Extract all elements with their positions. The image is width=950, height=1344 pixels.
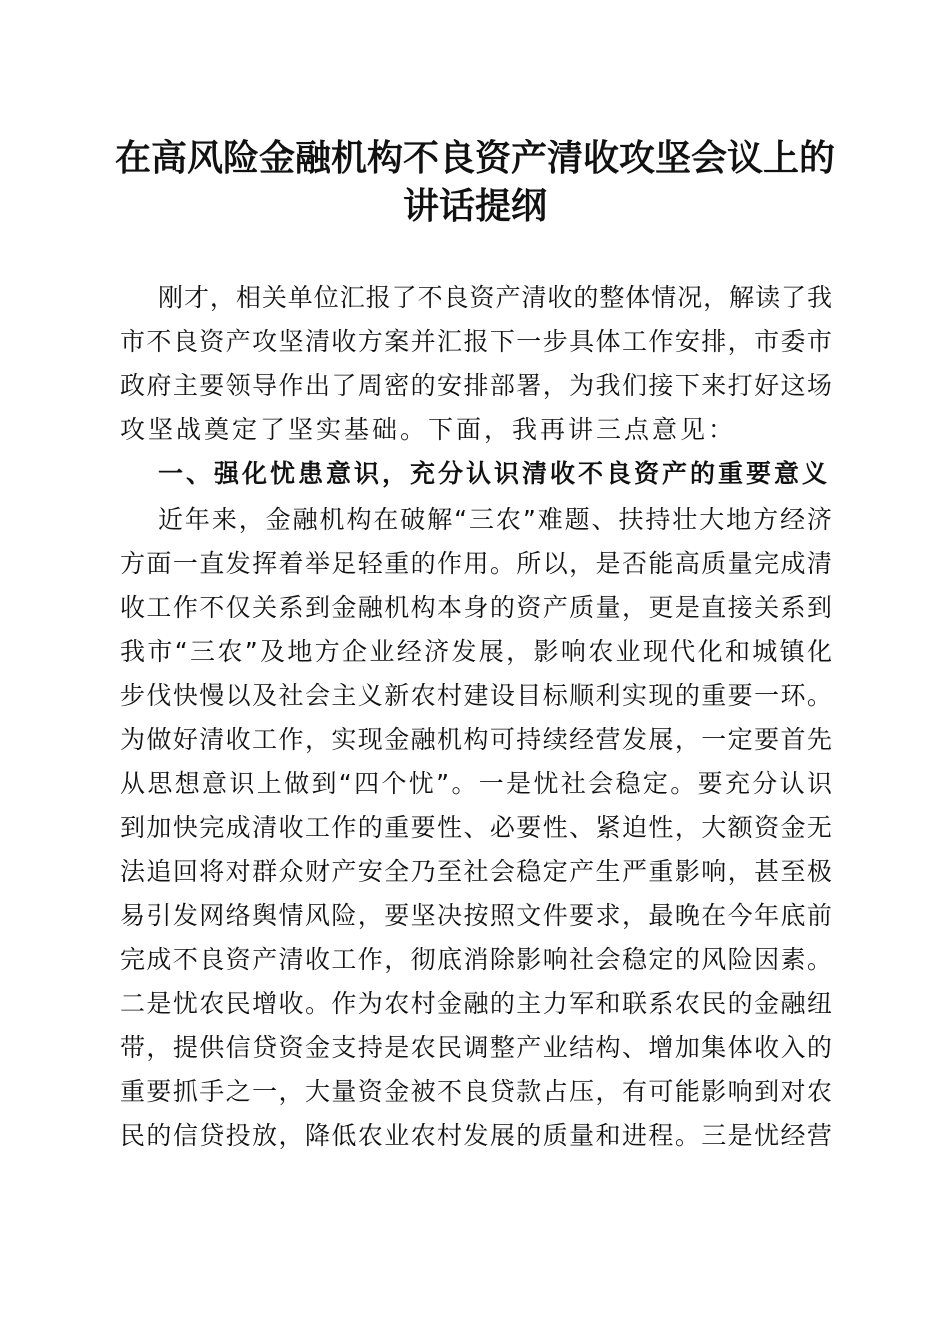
paragraph-line: 刚才，相关单位汇报了不良资产清收的整体情况，解读了我 — [158, 283, 833, 312]
paragraph-line: 带，提供信贷资金支持是农民调整产业结构、增加集体收入的 — [120, 1033, 834, 1062]
paragraph-line: 从思想意识上做到“四个忧”。一是忧社会稳定。要充分认识 — [120, 769, 835, 798]
paragraph-line: 方面一直发挥着举足轻重的作用。所以，是否能高质量完成清 — [120, 549, 834, 578]
paragraph-line: 步伐快慢以及社会主义新农村建设目标顺利实现的重要一环。 — [120, 681, 834, 710]
paragraph-line: 法追回将对群众财产安全乃至社会稳定产生严重影响，甚至极 — [120, 857, 834, 886]
paragraph-line: 攻坚战奠定了坚实基础。下面，我再讲三点意见： — [120, 415, 737, 444]
paragraph-line: 民的信贷投放，降低农业农村发展的质量和进程。三是忧经营 — [120, 1121, 834, 1150]
paragraph-line: 二是忧农民增收。作为农村金融的主力军和联系农民的金融纽 — [120, 989, 834, 1018]
paragraph-line: 市不良资产攻坚清收方案并汇报下一步具体工作安排，市委市 — [120, 327, 834, 356]
paragraph-line: 为做好清收工作，实现金融机构可持续经营发展，一定要首先 — [120, 725, 834, 754]
document-title-line-1: 在高风险金融机构不良资产清收攻坚会议上的 — [114, 137, 835, 179]
paragraph-line: 完成不良资产清收工作，彻底消除影响社会稳定的风险因素。 — [120, 945, 834, 974]
paragraph-line: 易引发网络舆情风险，要坚决按照文件要求，最晚在今年底前 — [120, 901, 834, 930]
document-title-line-2: 讲话提纲 — [402, 185, 547, 227]
paragraph-line: 政府主要领导作出了周密的安排部署，为我们接下来打好这场 — [120, 371, 834, 400]
paragraph-line: 重要抓手之一，大量资金被不良贷款占压，有可能影响到对农 — [120, 1077, 834, 1106]
section-heading: 一、强化忧患意识，充分认识清收不良资产的重要意义 — [158, 459, 831, 488]
paragraph-line: 我市“三农”及地方企业经济发展，影响农业现代化和城镇化 — [120, 637, 835, 666]
paragraph-line: 到加快完成清收工作的重要性、必要性、紧迫性，大额资金无 — [120, 813, 834, 842]
paragraph-line: 收工作不仅关系到金融机构本身的资产质量，更是直接关系到 — [120, 593, 834, 622]
paragraph-line: 近年来，金融机构在破解“三农”难题、扶持壮大地方经济 — [158, 505, 834, 534]
